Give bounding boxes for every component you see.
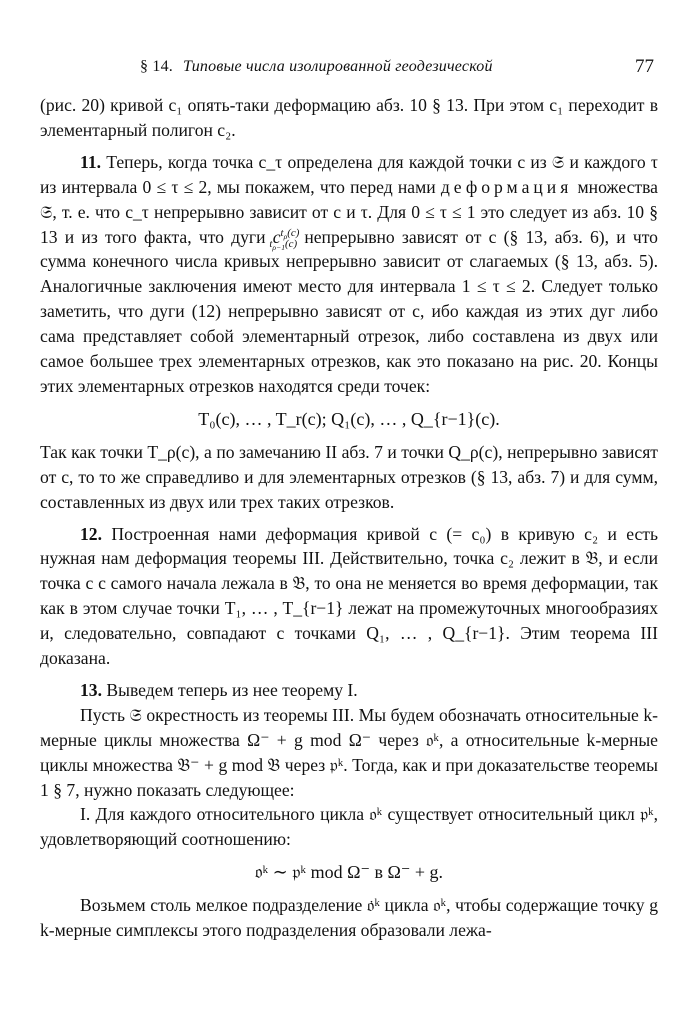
section-title: Типовые числа изолированной геодезической	[183, 58, 493, 75]
page-number: 77	[635, 56, 654, 77]
arc-symbol: $c^{t_\rho(c)}_{t_{\rho-1}(c)}$	[269, 226, 300, 253]
paragraph-11-text-a: Теперь, когда точка c_τ определена для каждой точки c из 𝔖 и каждого τ из интервала 0 ≤ τ ≤ 2, мы покажем, что перед нами	[40, 151, 658, 197]
body-text	[40, 93, 658, 943]
paragraph-number: 12.	[80, 523, 102, 544]
paragraph-11-text-b: множества 𝔖, т. е. что c_τ непрерывно зависит от c и τ. Для 0 ≤ τ ≤ 1 это следует из абз. 10 § 13 и из того факта, что дуги	[40, 176, 658, 247]
paragraph-12-text: Построенная нами деформация кривой c (= c₀) в кривую c₂ и есть нужная нам деформация теоремы III. Действительно, точка c₂ лежит в 𝔅, и если точка c с самого начала лежала в 𝔅, то она не меняется во время деформации, так как в этом случае точки T₁, … , T_{r−1} лежат на промежуточных многообразиях и, следовательно, совпадают с точками Q₁, … , Q_{r−1}. Этим теорема III доказана.	[40, 523, 659, 669]
paragraph-number: 11.	[80, 151, 102, 172]
page-header	[0, 52, 700, 82]
paragraph-11-text-c: непрерывно зависят от c (§ 13, абз. 6), и что сумма конечного числа кривых непрерывно зависит от слагаемых (§ 13, абз. 5). Аналогичные заключения имеют место для интервала 1 ≤ τ ≤ 2. Следует только заметить, что дуги (12) непрерывно зависят от c, ибо каждая из этих дуг либо сама представляет собой элементарный отрезок, либо составлена из двух или самое большее трех элементарных отрезков, как это показано на рис. 20. Концы этих элементарных отрезков находятся среди точек:	[40, 226, 658, 396]
running-head	[140, 58, 493, 76]
paragraph-15: I. Для каждого относительного цикла 𝔬ᵏ существует относительный цикл 𝔭ᵏ, удовлетворяющий соотношению:	[40, 804, 658, 850]
paragraph-13	[40, 678, 658, 703]
paragraph-number: 13.	[80, 679, 102, 700]
paragraph-11	[40, 150, 658, 399]
paragraph-11-end: Так как точки T_ρ(c), а по замечанию II абз. 7 и точки Q_ρ(c), непрерывно зависят от c, то то же справедливо и для элементарных отрезков (§ 13, абз. 7) и для сумм, составленных из двух или трех таких отрезков.	[40, 441, 658, 512]
emphasized-word: деформация	[440, 176, 573, 197]
paragraph-16: Возьмем столь мелкое подразделение 𝔬̇ᵏ цикла 𝔬ᵏ, чтобы содержащие точку g k-мерные симплексы этого подразделения образовали лежа-	[40, 895, 658, 941]
paragraph-13-text: Выведем теперь из нее теорему I.	[106, 679, 358, 700]
paragraph-14: Пусть 𝔖 окрестность из теоремы III. Мы будем обозначать относительные k-мерные циклы множества Ω⁻ + g mod Ω⁻ через 𝔬ᵏ, а относительные k-мерные циклы множества 𝔅⁻ + g mod 𝔅 через 𝔭ᵏ. Тогда, как и при доказательстве теоремы 1 § 7, нужно показать следующее:	[40, 704, 658, 800]
section-number: § 14.	[140, 58, 173, 75]
formula-relation: 𝔬ᵏ ∼ 𝔭ᵏ mod Ω⁻ в Ω⁻ + g.	[254, 862, 443, 883]
paragraph-12	[40, 522, 658, 671]
formula-points: T₀(c), … , T_r(c); Q₁(c), … , Q_{r−1}(c).	[198, 408, 500, 429]
paragraph-continuation: (рис. 20) кривой c₁ опять-таки деформацию абз. 10 § 13. При этом c₁ переходит в элементарный полигон c₂.	[40, 95, 658, 140]
